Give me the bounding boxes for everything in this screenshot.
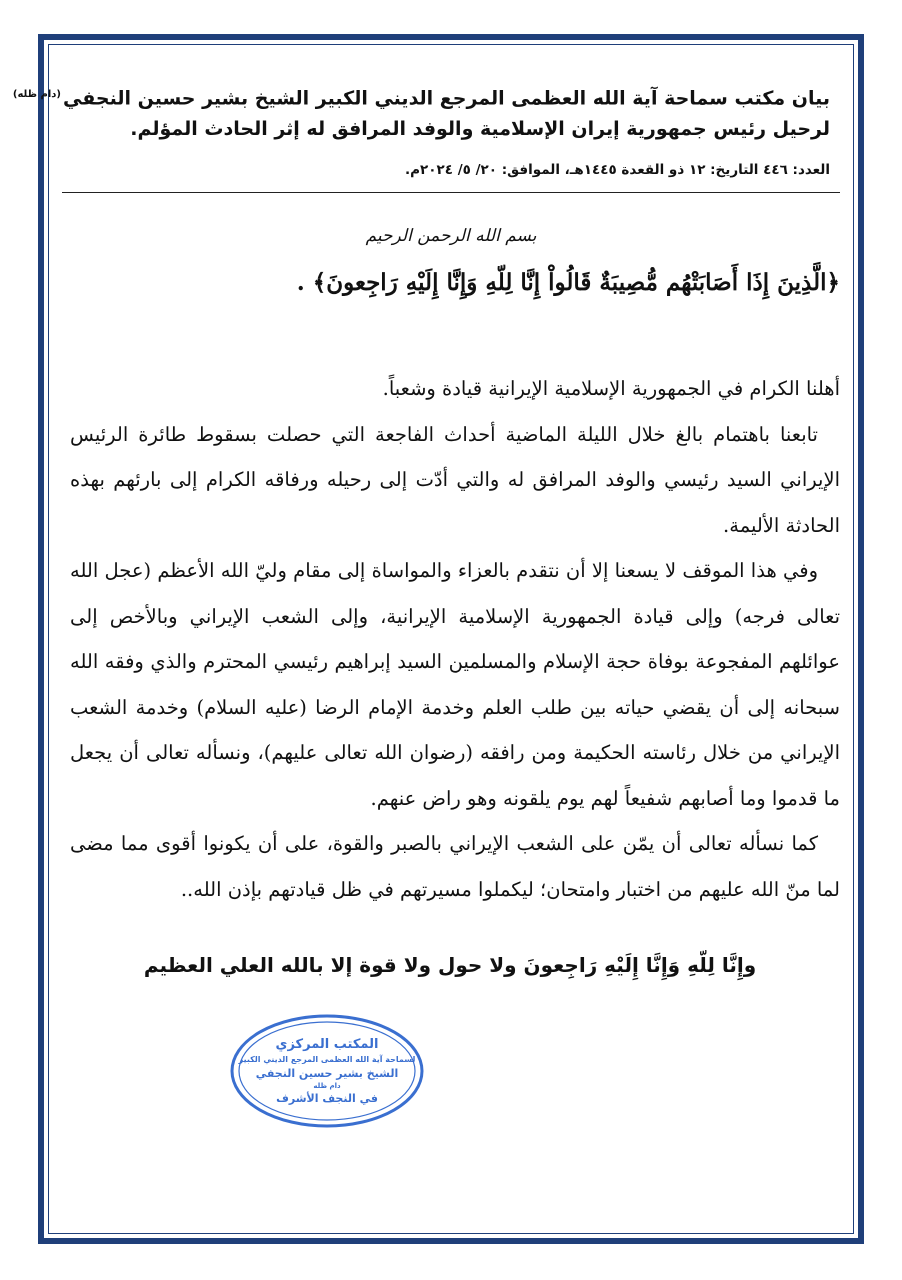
paragraph-3: كما نسأله تعالى أن يمّن على الشعب الإيراني بالصبر والقوة، على أن يكونوا أقوى مما مضى لما منّ الله عليهم من اختبار وامتحان؛ ليكملوا مسيرتهم في ظل قيادتهم بإذن الله.. <box>70 832 840 901</box>
salutation: أهلنا الكرام في الجمهورية الإسلامية الإيرانية قيادة وشعباً. <box>382 377 840 400</box>
stamp-line-4: دام ظله <box>313 1081 341 1090</box>
statement-subtitle: لرحيل رئيس جمهورية إيران الإسلامية والوفد المرافق له إثر الحادث المؤلم. <box>130 118 830 140</box>
statement-title-text: بيان مكتب سماحة آية الله العظمى المرجع الديني الكبير الشيخ بشير حسين النجفي <box>63 87 830 110</box>
stamp-text <box>228 1012 426 1130</box>
stamp-line-3: الشيخ بشير حسين النجفي <box>255 1066 399 1080</box>
paragraph-2: وفي هذا الموقف لا يسعنا إلا أن نتقدم بالعزاء والمواساة إلى مقام وليّ الله الأعظم (عجل الله تعالى فرجه) وإلى قيادة الجمهورية الإسلامية الإيرانية، وإلى الشعب الإيراني وبالأخص إلى عوائلهم المفجوعة بوفاة حجة الإسلام والمسلمين السيد إبراهيم رئيسي المحترم والذي وفقه الله سبحانه إلى أن يقضي حياته بين طلب العلم وخدمة الإمام الرضا (عليه السلام) وخدمة الشعب الإيراني من خلال رئاسته الحكيمة ومن رافقه (رضوان الله تعالى عليهم)، ونسأله تعالى أن يجعل ما قدموا وما أصابهم شفيعاً لهم يوم يلقونه وهو راض عنهم. <box>70 559 840 810</box>
quran-verse: ﴿الَّذِينَ إِذَا أَصَابَتْهُم مُّصِيبَةٌ قَالُواْ إِنَّا لِلّهِ وَإِنَّا إِلَيْهِ رَاجِعونَ﴾ . <box>296 269 840 296</box>
basmala: بسم الله الرحمن الرحيم <box>365 226 537 246</box>
stamp-line-2: لسماحة آية الله العظمى المرجع الديني الكبير <box>238 1054 416 1064</box>
stamp-line-1: المكتب المركزي <box>275 1036 379 1052</box>
statement-body <box>70 366 840 912</box>
stamp-line-5: في النجف الأشرف <box>276 1091 378 1105</box>
statement-page <box>12 58 840 1218</box>
header-divider <box>62 192 840 193</box>
closing-line: وإِنَّا لِلّهِ وَإِنَّا إِلَيْهِ رَاجِعونَ ولا حول ولا قوة إلا بالله العلي العظيم <box>143 953 757 977</box>
office-stamp <box>228 1012 426 1130</box>
title-honorific: (دام ظله) <box>12 89 61 100</box>
statement-reference: العدد: ٤٤٦ التاريخ: ١٢ ذو القعدة ١٤٤٥هـ، الموافق: ٢٠/ ٥/ ٢٠٢٤م. <box>405 162 830 178</box>
paragraph-1: تابعنا باهتمام بالغ خلال الليلة الماضية أحداث الفاجعة التي حصلت بسقوط طائرة الرئيس الإيراني السيد رئيسي والوفد المرافق له والتي أدّت إلى رحيله ورفاقه الكرام إلى بارئهم بهذه الحادثة الأليمة. <box>70 422 840 537</box>
statement-title <box>12 78 830 115</box>
